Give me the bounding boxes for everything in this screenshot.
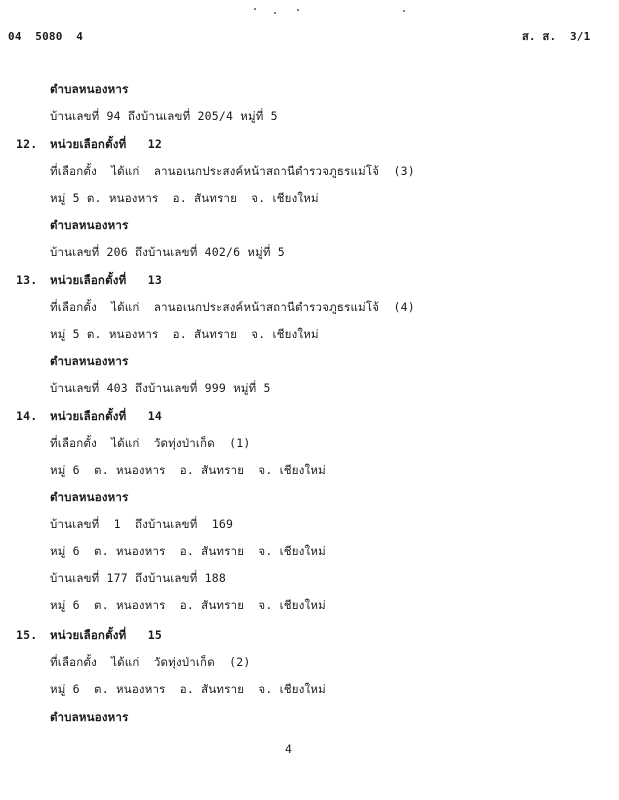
subdistrict-label: ตำบลหนองหาร (50, 710, 129, 724)
house-range: บ้านเลขที่ 403 ถึงบ้านเลขที่ 999 หมู่ที่ 5 (50, 381, 271, 395)
item-number: 15. (16, 628, 38, 642)
polling-place: ที่เลือกตั้ง ได้แก่ วัดทุ่งป่าเก็ด (2) (50, 655, 251, 669)
subdistrict-label: ตำบลหนองหาร (50, 490, 129, 504)
page-number: 4 (285, 742, 293, 756)
polling-place: ที่เลือกตั้ง ได้แก่ ลานอเนกประสงค์หน้าสถานีตำรวจภูธรแม่โจ้ (4) (50, 300, 415, 314)
address-line: หมู่ 5 ต. หนองหาร อ. สันทราย จ. เชียงใหม่ (50, 191, 319, 205)
item-number: 12. (16, 137, 38, 151)
unit-heading: หน่วยเลือกตั้งที่ 14 (50, 409, 162, 423)
item-number: 13. (16, 273, 38, 287)
subdistrict-label: ตำบลหนองหาร (50, 354, 129, 368)
unit-heading: หน่วยเลือกตั้งที่ 13 (50, 273, 162, 287)
address-line: หมู่ 6 ต. หนองหาร อ. สันทราย จ. เชียงใหม่ (50, 682, 326, 696)
polling-place: ที่เลือกตั้ง ได้แก่ วัดทุ่งป่าเก็ด (1) (50, 436, 251, 450)
document-code: 04 5080 4 (8, 30, 84, 43)
address-line: หมู่ 6 ต. หนองหาร อ. สันทราย จ. เชียงใหม่ (50, 463, 326, 477)
subdistrict-label: ตำบลหนองหาร (50, 218, 129, 232)
subdistrict-label: ตำบลหนองหาร (50, 82, 129, 96)
house-range: บ้านเลขที่ 94 ถึงบ้านเลขที่ 205/4 หมู่ที่ 5 (50, 109, 278, 123)
address-line: หมู่ 6 ต. หนองหาร อ. สันทราย จ. เชียงใหม่ (50, 544, 326, 558)
unit-heading: หน่วยเลือกตั้งที่ 15 (50, 628, 162, 642)
scan-speck (274, 12, 276, 14)
house-range: บ้านเลขที่ 1 ถึงบ้านเลขที่ 169 (50, 517, 234, 531)
address-line: หมู่ 5 ต. หนองหาร อ. สันทราย จ. เชียงใหม่ (50, 327, 319, 341)
unit-heading: หน่วยเลือกตั้งที่ 12 (50, 137, 162, 151)
form-code: ส. ส. 3/1 (522, 30, 591, 43)
scan-speck (297, 9, 299, 11)
address-line: หมู่ 6 ต. หนองหาร อ. สันทราย จ. เชียงใหม่ (50, 598, 326, 612)
house-range: บ้านเลขที่ 206 ถึงบ้านเลขที่ 402/6 หมู่ที่ 5 (50, 245, 285, 259)
scan-speck (254, 8, 256, 10)
polling-place: ที่เลือกตั้ง ได้แก่ ลานอเนกประสงค์หน้าสถานีตำรวจภูธรแม่โจ้ (3) (50, 164, 415, 178)
scan-speck (403, 10, 405, 12)
item-number: 14. (16, 409, 38, 423)
house-range: บ้านเลขที่ 177 ถึงบ้านเลขที่ 188 (50, 571, 226, 585)
